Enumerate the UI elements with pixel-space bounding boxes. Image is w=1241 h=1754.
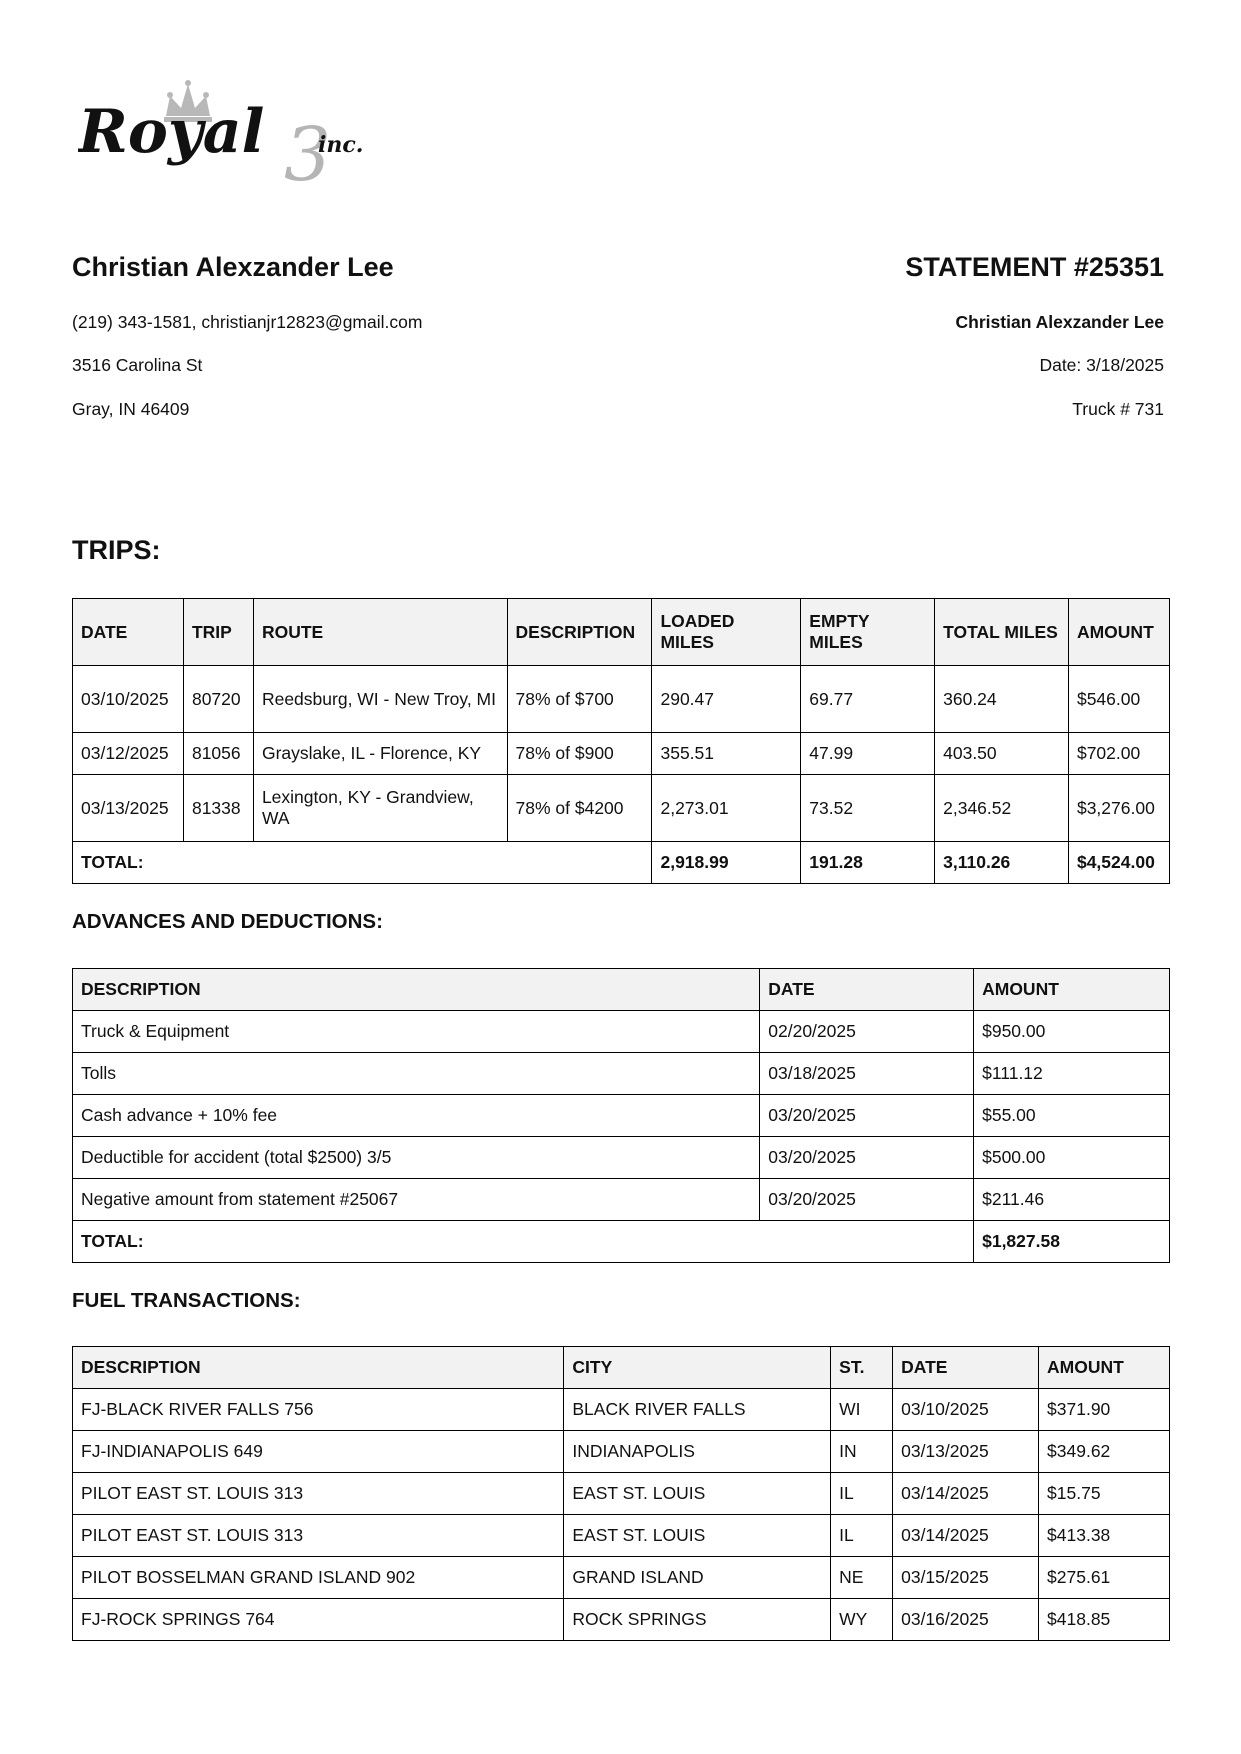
- fuel-state: WI: [831, 1389, 893, 1431]
- trip-description: 78% of $4200: [507, 775, 652, 842]
- company-logo: [78, 78, 378, 188]
- trip-amount: $546.00: [1068, 666, 1169, 733]
- fuel-date: 03/13/2025: [893, 1431, 1039, 1473]
- fuel-description: FJ-BLACK RIVER FALLS 756: [73, 1389, 564, 1431]
- advance-amount: $500.00: [974, 1137, 1170, 1179]
- trip-route: Grayslake, IL - Florence, KY: [253, 733, 507, 775]
- advance-description: Tolls: [73, 1053, 760, 1095]
- fuel-date: 03/14/2025: [893, 1515, 1039, 1557]
- trip-empty-miles: 69.77: [801, 666, 935, 733]
- advances-total-label: TOTAL:: [73, 1221, 974, 1263]
- driver-contact: (219) 343-1581, christianjr12823@gmail.com: [72, 312, 423, 332]
- trip-empty-miles: 47.99: [801, 733, 935, 775]
- table-row: [73, 1095, 1170, 1137]
- col-header-description: DESCRIPTION: [73, 969, 760, 1011]
- advances-total-row: [73, 1221, 1170, 1263]
- trip-total-miles: 2,346.52: [935, 775, 1069, 842]
- statement-driver-name: Christian Alexzander Lee: [955, 312, 1164, 332]
- fuel-date: 03/10/2025: [893, 1389, 1039, 1431]
- trip-date: 03/13/2025: [73, 775, 184, 842]
- advance-amount: $55.00: [974, 1095, 1170, 1137]
- trip-loaded-miles: 355.51: [652, 733, 801, 775]
- driver-address-line2: Gray, IN 46409: [72, 399, 190, 419]
- table-row: [73, 1431, 1170, 1473]
- fuel-city: GRAND ISLAND: [564, 1557, 831, 1599]
- col-header-total-miles: TOTAL MILES: [935, 599, 1069, 666]
- fuel-state: IL: [831, 1473, 893, 1515]
- fuel-state: WY: [831, 1599, 893, 1641]
- col-header-description: DESCRIPTION: [507, 599, 652, 666]
- fuel-description: FJ-ROCK SPRINGS 764: [73, 1599, 564, 1641]
- table-row: [73, 1179, 1170, 1221]
- fuel-description: PILOT BOSSELMAN GRAND ISLAND 902: [73, 1557, 564, 1599]
- col-header-amount: AMOUNT: [1068, 599, 1169, 666]
- col-header-route: ROUTE: [253, 599, 507, 666]
- col-header-amount: AMOUNT: [1039, 1347, 1170, 1389]
- trip-total-miles: 360.24: [935, 666, 1069, 733]
- table-row: [73, 1473, 1170, 1515]
- trip-date: 03/10/2025: [73, 666, 184, 733]
- fuel-city: EAST ST. LOUIS: [564, 1515, 831, 1557]
- trips-total-loaded: 2,918.99: [652, 842, 801, 884]
- fuel-description: PILOT EAST ST. LOUIS 313: [73, 1515, 564, 1557]
- fuel-amount: $15.75: [1039, 1473, 1170, 1515]
- statement-truck: Truck # 731: [1072, 399, 1164, 419]
- fuel-amount: $275.61: [1039, 1557, 1170, 1599]
- driver-info-block: [72, 250, 632, 284]
- advance-date: 02/20/2025: [760, 1011, 974, 1053]
- trip-route: Reedsburg, WI - New Troy, MI: [253, 666, 507, 733]
- fuel-state: NE: [831, 1557, 893, 1599]
- table-row: [73, 733, 1170, 775]
- col-header-state: ST.: [831, 1347, 893, 1389]
- advances-title: ADVANCES AND DEDUCTIONS:: [72, 910, 383, 933]
- col-header-date: DATE: [760, 969, 974, 1011]
- fuel-city: EAST ST. LOUIS: [564, 1473, 831, 1515]
- col-header-city: CITY: [564, 1347, 831, 1389]
- statement-title: STATEMENT #25351: [905, 252, 1164, 282]
- table-row: [73, 1599, 1170, 1641]
- fuel-city: BLACK RIVER FALLS: [564, 1389, 831, 1431]
- statement-date: Date: 3/18/2025: [1039, 355, 1164, 375]
- table-row: [73, 1515, 1170, 1557]
- fuel-state: IN: [831, 1431, 893, 1473]
- trip-route: Lexington, KY - Grandview, WA: [253, 775, 507, 842]
- advance-description: Negative amount from statement #25067: [73, 1179, 760, 1221]
- advance-date: 03/20/2025: [760, 1095, 974, 1137]
- trip-total-miles: 403.50: [935, 733, 1069, 775]
- fuel-date: 03/15/2025: [893, 1557, 1039, 1599]
- trip-description: 78% of $900: [507, 733, 652, 775]
- table-row: [73, 1053, 1170, 1095]
- fuel-table: [72, 1346, 1170, 1641]
- advance-amount: $211.46: [974, 1179, 1170, 1221]
- col-header-empty-miles: EMPTY MILES: [801, 599, 935, 666]
- advance-date: 03/20/2025: [760, 1137, 974, 1179]
- advances-header-row: [73, 969, 1170, 1011]
- fuel-date: 03/14/2025: [893, 1473, 1039, 1515]
- advance-date: 03/18/2025: [760, 1053, 974, 1095]
- driver-address-line1: 3516 Carolina St: [72, 355, 203, 375]
- fuel-header-row: [73, 1347, 1170, 1389]
- fuel-state: IL: [831, 1515, 893, 1557]
- trip-amount: $3,276.00: [1068, 775, 1169, 842]
- advance-description: Cash advance + 10% fee: [73, 1095, 760, 1137]
- fuel-date: 03/16/2025: [893, 1599, 1039, 1641]
- fuel-city: INDIANAPOLIS: [564, 1431, 831, 1473]
- trip-loaded-miles: 290.47: [652, 666, 801, 733]
- trip-number: 81338: [183, 775, 253, 842]
- advance-date: 03/20/2025: [760, 1179, 974, 1221]
- trips-table: [72, 598, 1170, 884]
- logo-word: Royal: [78, 97, 265, 167]
- col-header-description: DESCRIPTION: [73, 1347, 564, 1389]
- col-header-date: DATE: [73, 599, 184, 666]
- trips-total-row: [73, 842, 1170, 884]
- trip-date: 03/12/2025: [73, 733, 184, 775]
- trips-total-amount: $4,524.00: [1068, 842, 1169, 884]
- trip-amount: $702.00: [1068, 733, 1169, 775]
- fuel-amount: $371.90: [1039, 1389, 1170, 1431]
- trips-title: TRIPS:: [72, 535, 161, 565]
- trip-description: 78% of $700: [507, 666, 652, 733]
- fuel-description: PILOT EAST ST. LOUIS 313: [73, 1473, 564, 1515]
- table-row: [73, 775, 1170, 842]
- fuel-amount: $418.85: [1039, 1599, 1170, 1641]
- advance-description: Deductible for accident (total $2500) 3/5: [73, 1137, 760, 1179]
- trip-loaded-miles: 2,273.01: [652, 775, 801, 842]
- trips-header-row: [73, 599, 1170, 666]
- advance-amount: $950.00: [974, 1011, 1170, 1053]
- table-row: [73, 1137, 1170, 1179]
- trip-number: 80720: [183, 666, 253, 733]
- fuel-title: FUEL TRANSACTIONS:: [72, 1289, 301, 1312]
- trips-total-label: TOTAL:: [73, 842, 652, 884]
- statement-info-block: [604, 250, 1164, 284]
- logo-suffix: inc.: [318, 132, 364, 158]
- driver-name: Christian Alexzander Lee: [72, 252, 394, 282]
- logo-number: 3: [284, 112, 332, 188]
- col-header-trip: TRIP: [183, 599, 253, 666]
- trip-empty-miles: 73.52: [801, 775, 935, 842]
- trip-number: 81056: [183, 733, 253, 775]
- table-row: [73, 1557, 1170, 1599]
- col-header-loaded-miles: LOADED MILES: [652, 599, 801, 666]
- trips-total-miles: 3,110.26: [935, 842, 1069, 884]
- royal3-logo-graphic: [78, 78, 378, 188]
- fuel-description: FJ-INDIANAPOLIS 649: [73, 1431, 564, 1473]
- col-header-amount: AMOUNT: [974, 969, 1170, 1011]
- advance-amount: $111.12: [974, 1053, 1170, 1095]
- table-row: [73, 1011, 1170, 1053]
- fuel-amount: $349.62: [1039, 1431, 1170, 1473]
- table-row: [73, 1389, 1170, 1431]
- fuel-city: ROCK SPRINGS: [564, 1599, 831, 1641]
- trips-total-empty: 191.28: [801, 842, 935, 884]
- fuel-amount: $413.38: [1039, 1515, 1170, 1557]
- col-header-date: DATE: [893, 1347, 1039, 1389]
- advances-table: [72, 968, 1170, 1263]
- table-row: [73, 666, 1170, 733]
- advances-total-amount: $1,827.58: [974, 1221, 1170, 1263]
- advance-description: Truck & Equipment: [73, 1011, 760, 1053]
